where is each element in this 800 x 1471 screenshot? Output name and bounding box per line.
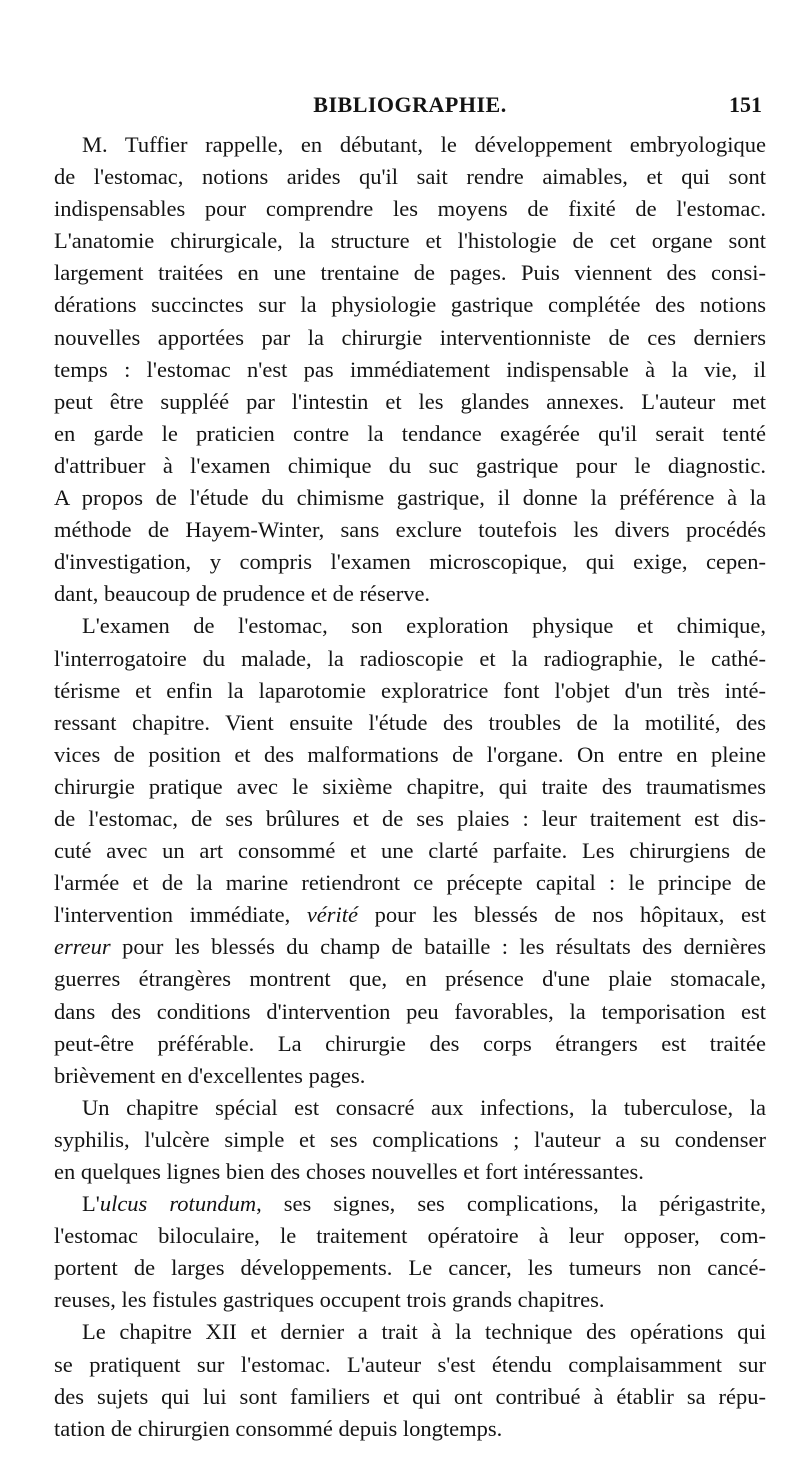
text-line: de l'estomac, de ses brûlures et de ses plaies : leur traitement est dis- xyxy=(54,805,766,831)
text-line: dant, beaucoup de prudence et de réserve. xyxy=(54,581,431,607)
text-line: chirurgie pratique avec le sixième chapitre, qui traite des traumatismes xyxy=(54,773,766,799)
text-line: se pratiquent sur l'estomac. L'auteur s'est étendu complaisamment sur xyxy=(54,1351,766,1377)
text-line: tation de chirurgien consommé depuis longtemps. xyxy=(54,1415,503,1441)
text-line: d'investigation, y compris l'examen microscopique, qui exige, cepen- xyxy=(54,549,766,575)
text-line: Le chapitre XII et dernier a trait à la technique des opérations qui xyxy=(82,1319,766,1345)
body-text xyxy=(54,129,766,1445)
text-line: l'estomac biloculaire, le traitement opératoire à leur opposer, com- xyxy=(54,1223,766,1249)
text-segment: l'intervention immédiate, xyxy=(54,902,307,928)
text-line: l'interrogatoire du malade, la radioscopie et la radiographie, le cathé- xyxy=(54,645,766,671)
text-line: méthode de Hayem-Winter, sans exclure toutefois les divers procédés xyxy=(54,517,766,543)
text-line: portent de larges développements. Le cancer, les tumeurs non cancé- xyxy=(54,1255,766,1281)
text-line: reuses, les fistules gastriques occupent trois grands chapitres. xyxy=(54,1287,605,1313)
text-line: en quelques lignes bien des choses nouvelles et fort intéressantes. xyxy=(54,1159,644,1184)
text-line: peut-être préférable. La chirurgie des corps étrangers est traitée xyxy=(54,1030,766,1056)
text-line: d'attribuer à l'examen chimique du suc gastrique pour le diagnostic. xyxy=(54,452,766,478)
text-line: dérations succinctes sur la physiologie gastrique complétée des notions xyxy=(54,292,766,318)
running-title: BIBLIOGRAPHIE. xyxy=(313,92,507,117)
text-line: l'armée et de la marine retiendront ce précepte capital : le principe de xyxy=(54,870,766,896)
text-line: de l'estomac, notions arides qu'il sait rendre aimables, et qui sont xyxy=(54,164,766,190)
text-line: cuté avec un art consommé et une clarté parfaite. Les chirurgiens de xyxy=(54,838,766,864)
text-line: des sujets qui lui sont familiers et qui ont contribué à établir sa répu- xyxy=(54,1383,766,1409)
page-number: 151 xyxy=(729,92,762,117)
text-segment: L' xyxy=(82,1191,100,1217)
text-line xyxy=(54,899,766,931)
italic-term: erreur xyxy=(54,934,111,960)
text-line: largement traitées en une trentaine de pages. Puis viennent des consi- xyxy=(54,260,766,286)
text-line: brièvement en d'excellentes pages. xyxy=(54,1062,366,1088)
text-line: térisme et enfin la laparotomie exploratrice font l'objet d'un très inté- xyxy=(54,677,766,703)
text-line: nouvelles apportées par la chirurgie interventionniste de ces derniers xyxy=(54,324,766,350)
text-line: M. Tuffier rappelle, en débutant, le développement embryologique xyxy=(82,132,766,157)
page-header xyxy=(54,92,766,120)
text-line: L'examen de l'estomac, son exploration physique et chimique, xyxy=(82,613,766,639)
text-segment: , ses signes, ses complications, la périgastrite, xyxy=(256,1191,766,1217)
text-line: ressant chapitre. Vient ensuite l'étude des troubles de la motilité, des xyxy=(54,709,766,735)
text-line: L'anatomie chirurgicale, la structure et l'histologie de cet organe sont xyxy=(54,228,766,254)
text-line xyxy=(54,1188,766,1220)
text-segment: pour les blessés du champ de bataille : les résultats des dernières xyxy=(110,934,766,960)
text-line: en garde le praticien contre la tendance exagérée qu'il serait tenté xyxy=(54,420,766,446)
text-line: peut être suppléé par l'intestin et les glandes annexes. L'auteur met xyxy=(54,388,766,414)
italic-term: vérité xyxy=(306,902,359,928)
text-line: syphilis, l'ulcère simple et ses complications ; l'auteur a su condenser xyxy=(54,1126,766,1152)
italic-term: ulcus rotundum xyxy=(99,1191,257,1217)
text-line: guerres étrangères montrent que, en présence d'une plaie stomacale, xyxy=(54,966,766,992)
text-line: dans des conditions d'intervention peu favorables, la temporisation est xyxy=(54,998,766,1024)
text-line: vices de position et des malformations de l'organe. On entre en pleine xyxy=(54,741,766,767)
text-line: A propos de l'étude du chimisme gastrique, il donne la préférence à la xyxy=(54,485,766,511)
text-line xyxy=(54,931,766,963)
text-line: indispensables pour comprendre les moyens de fixité de l'estomac. xyxy=(54,196,766,222)
text-segment: pour les blessés de nos hôpitaux, est xyxy=(358,902,766,928)
text-line: Un chapitre spécial est consacré aux infections, la tuberculose, la xyxy=(82,1094,766,1120)
text-line: temps : l'estomac n'est pas immédiatement indispensable à la vie, il xyxy=(54,356,766,382)
